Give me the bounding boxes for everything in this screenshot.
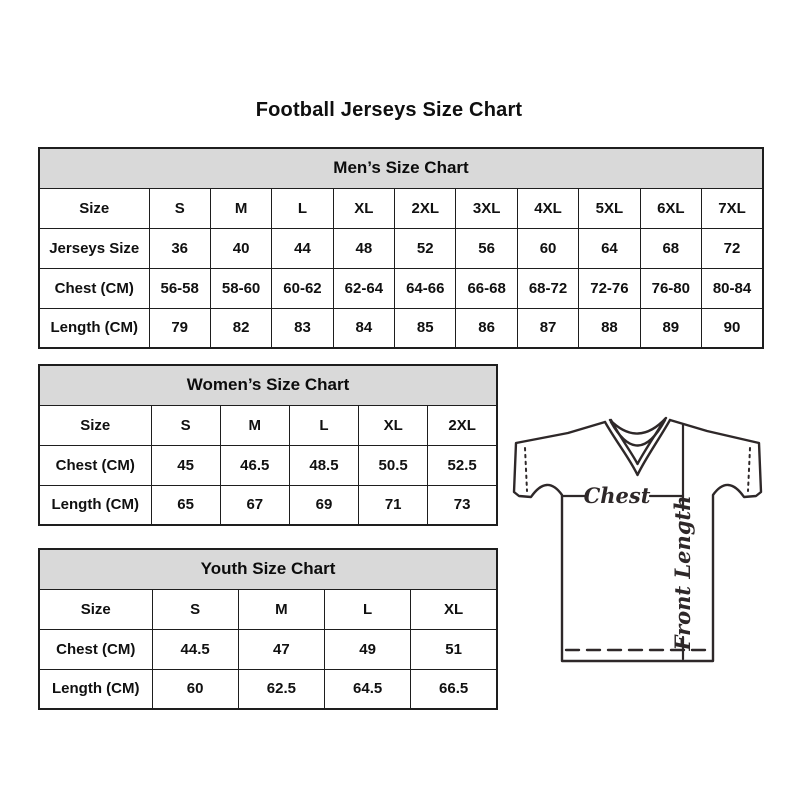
youth-size-chart-table xyxy=(38,548,498,710)
table-cell: 73 xyxy=(428,485,497,525)
table-cell: 64.5 xyxy=(325,669,411,709)
table-cell: XL xyxy=(411,589,497,629)
table-cell: L xyxy=(272,188,333,228)
table-cell: 88 xyxy=(579,308,640,348)
table-cell: 72 xyxy=(702,228,763,268)
table-row xyxy=(39,228,763,268)
table-cell: 67 xyxy=(220,485,289,525)
row-label-cell: Length (CM) xyxy=(39,485,151,525)
table-cell: 83 xyxy=(272,308,333,348)
table-cell: L xyxy=(325,589,411,629)
table-row xyxy=(39,445,497,485)
table-cell: 87 xyxy=(517,308,578,348)
table-cell: 50.5 xyxy=(359,445,428,485)
table-cell: XL xyxy=(359,405,428,445)
table-header-row xyxy=(39,365,497,405)
table-header-row xyxy=(39,148,763,188)
table-cell: 84 xyxy=(333,308,394,348)
table-cell: 64-66 xyxy=(395,268,456,308)
table-cell: 69 xyxy=(289,485,358,525)
table-cell: 48.5 xyxy=(289,445,358,485)
table-cell: 36 xyxy=(149,228,210,268)
table-cell: XL xyxy=(333,188,394,228)
table-cell: 52 xyxy=(395,228,456,268)
table-cell: 2XL xyxy=(395,188,456,228)
table-row xyxy=(39,405,497,445)
table-cell: 7XL xyxy=(702,188,763,228)
table-cell: 79 xyxy=(149,308,210,348)
table-cell: M xyxy=(220,405,289,445)
table-cell: L xyxy=(289,405,358,445)
youth-table-title: Youth Size Chart xyxy=(39,549,497,589)
table-row xyxy=(39,629,497,669)
table-row xyxy=(39,485,497,525)
row-label-cell: Size xyxy=(39,188,149,228)
table-row xyxy=(39,669,497,709)
table-cell: 65 xyxy=(151,485,220,525)
table-cell: 64 xyxy=(579,228,640,268)
table-cell: 40 xyxy=(210,228,271,268)
row-label-cell: Size xyxy=(39,589,152,629)
jersey-diagram-svg xyxy=(500,400,770,680)
table-cell: 6XL xyxy=(640,188,701,228)
table-cell: 72-76 xyxy=(579,268,640,308)
table-cell: 48 xyxy=(333,228,394,268)
table-cell: 46.5 xyxy=(220,445,289,485)
table-cell: 4XL xyxy=(517,188,578,228)
table-cell: 44.5 xyxy=(152,629,238,669)
row-label-cell: Chest (CM) xyxy=(39,445,151,485)
table-cell: 52.5 xyxy=(428,445,497,485)
table-cell: 45 xyxy=(151,445,220,485)
table-cell: M xyxy=(210,188,271,228)
mens-size-chart-table xyxy=(38,147,764,349)
womens-table-title: Women’s Size Chart xyxy=(39,365,497,405)
row-label-cell: Length (CM) xyxy=(39,669,152,709)
table-row xyxy=(39,188,763,228)
table-cell: 60-62 xyxy=(272,268,333,308)
row-label-cell: Length (CM) xyxy=(39,308,149,348)
row-label-cell: Size xyxy=(39,405,151,445)
table-cell: 80-84 xyxy=(702,268,763,308)
table-cell: 60 xyxy=(152,669,238,709)
table-row xyxy=(39,268,763,308)
row-label-cell: Chest (CM) xyxy=(39,268,149,308)
table-cell: 56 xyxy=(456,228,517,268)
table-cell: 44 xyxy=(272,228,333,268)
row-label-cell: Chest (CM) xyxy=(39,629,152,669)
table-cell: 58-60 xyxy=(210,268,271,308)
table-cell: 51 xyxy=(411,629,497,669)
table-cell: 47 xyxy=(238,629,324,669)
table-cell: 89 xyxy=(640,308,701,348)
table-cell: 90 xyxy=(702,308,763,348)
left-sleeve-stitch-line xyxy=(525,448,527,491)
table-cell: 62-64 xyxy=(333,268,394,308)
table-row xyxy=(39,589,497,629)
jersey-outline xyxy=(514,420,761,661)
front-length-label: Front Length xyxy=(670,495,695,651)
table-cell: 62.5 xyxy=(238,669,324,709)
right-sleeve-stitch-line xyxy=(748,448,750,491)
table-cell: S xyxy=(152,589,238,629)
table-row xyxy=(39,308,763,348)
table-cell: 60 xyxy=(517,228,578,268)
table-cell: 5XL xyxy=(579,188,640,228)
table-cell: 2XL xyxy=(428,405,497,445)
table-cell: 3XL xyxy=(456,188,517,228)
jersey-measurement-diagram xyxy=(500,400,770,680)
table-cell: S xyxy=(149,188,210,228)
table-cell: S xyxy=(151,405,220,445)
table-cell: 56-58 xyxy=(149,268,210,308)
row-label-cell: Jerseys Size xyxy=(39,228,149,268)
table-cell: M xyxy=(238,589,324,629)
table-cell: 49 xyxy=(325,629,411,669)
page-title: Football Jerseys Size Chart xyxy=(255,99,523,121)
table-cell: 85 xyxy=(395,308,456,348)
table-header-row xyxy=(39,549,497,589)
table-cell: 68-72 xyxy=(517,268,578,308)
table-cell: 71 xyxy=(359,485,428,525)
mens-table-title: Men’s Size Chart xyxy=(39,148,763,188)
table-cell: 82 xyxy=(210,308,271,348)
chest-label: Chest xyxy=(583,483,651,508)
table-cell: 68 xyxy=(640,228,701,268)
table-cell: 76-80 xyxy=(640,268,701,308)
womens-size-chart-table xyxy=(38,364,498,526)
table-cell: 66.5 xyxy=(411,669,497,709)
table-cell: 66-68 xyxy=(456,268,517,308)
table-cell: 86 xyxy=(456,308,517,348)
